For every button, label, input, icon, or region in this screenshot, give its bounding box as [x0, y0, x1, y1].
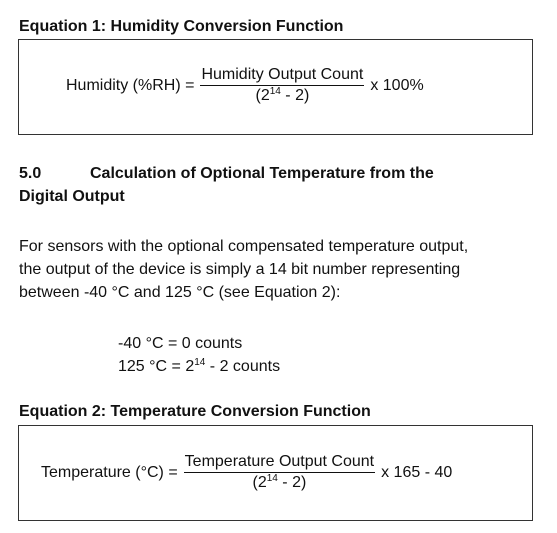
mapping-line-1: -40 °C = 0 counts	[118, 335, 243, 352]
equation-2-fraction	[184, 453, 375, 492]
equation-1-lhs: Humidity (%RH) =	[66, 76, 195, 94]
paragraph-line-1: For sensors with the optional compensated temperature output,	[19, 238, 469, 255]
equation-2-lhs: Temperature (°C) =	[41, 463, 178, 481]
equation-1-numerator: Humidity Output Count	[200, 66, 364, 86]
section-number: 5.0	[19, 165, 42, 182]
section-title-line-1: Calculation of Optional Temperature from the	[90, 165, 434, 182]
equation-1	[66, 66, 424, 105]
equation-1-fraction	[200, 66, 364, 105]
equation-2	[41, 453, 452, 492]
section-title-line-2: Digital Output	[19, 188, 125, 205]
equation-2-box	[18, 425, 533, 521]
mapping-line-2: 125 $^\circ C = 2^{14} - 2$ counts	[118, 357, 281, 375]
paragraph-line-3: between -40 °C and 125 °C (see Equation 2):	[19, 284, 341, 301]
equation-1-heading: Equation 1: Humidity Conversion Function	[19, 18, 344, 35]
equation-2-denominator: $(2^{14} - 2)$	[252, 473, 307, 491]
equation-2-heading: Equation 2: Temperature Conversion Function	[19, 403, 371, 420]
equation-1-box	[18, 39, 533, 135]
equation-2-numerator: Temperature Output Count	[184, 453, 375, 473]
equation-2-rhs: x 165 - 40	[381, 463, 453, 481]
paragraph-line-2: the output of the device is simply a 14 bit number representing	[19, 261, 461, 278]
equation-1-denominator: $(2^{14} - 2)$	[255, 86, 310, 104]
equation-1-rhs: x 100%	[370, 76, 424, 94]
